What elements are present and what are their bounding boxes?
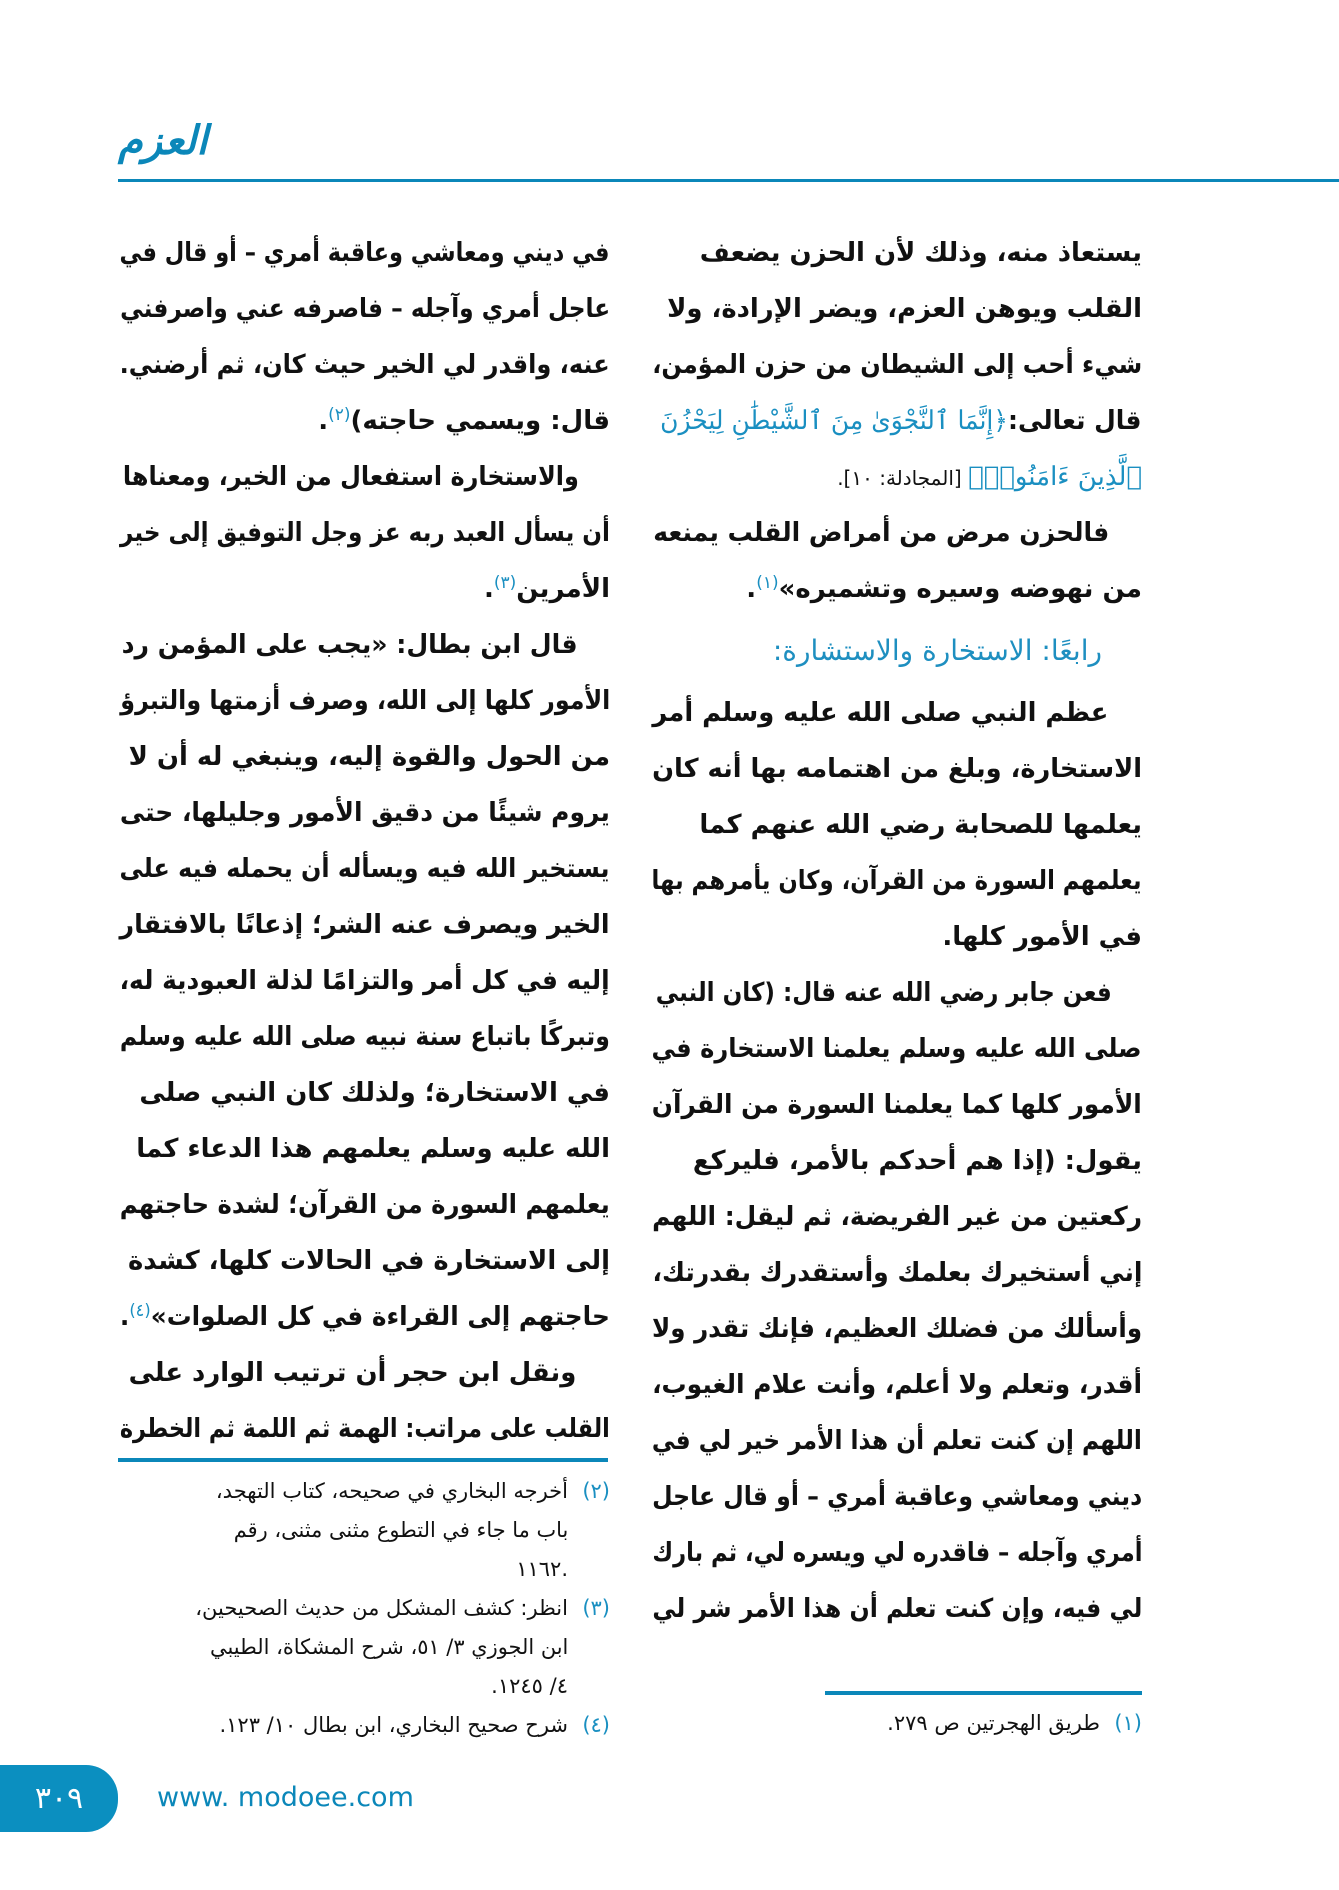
line-text: رابعًا: الاستخارة والاستشارة: (772, 634, 1102, 667)
footnote-number: (٢) (582, 1479, 610, 1503)
line-text: من نهوضه وسيره وتشميره» (778, 574, 1142, 604)
footnote-marker[interactable]: (٤) (129, 1301, 151, 1321)
text-line (650, 1525, 1142, 1581)
footnote-text: ابن الجوزي ٣/ ٥١، شرح المشكاة، الطيبي (209, 1635, 569, 1659)
line-text: لي فيه، وإن كنت تعلم أن هذا الأمر شر لي (652, 1594, 1142, 1624)
line-text: يروم شيئًا من دقيق الأمور وجليلها، حتى (120, 798, 610, 828)
line-text: الأمور كلها كما يعلمنا السورة من القرآن (651, 1090, 1142, 1120)
footnote-line (118, 1511, 610, 1550)
text-line (650, 449, 1142, 505)
line-text: يقول: (إذا هم أحدكم بالأمر، فليركع (692, 1146, 1142, 1176)
line-text: في الأمور كلها. (942, 922, 1142, 952)
section-heading (650, 617, 1142, 685)
line-text: من الحول والقوة إليه، وينبغي له أن لا (128, 742, 610, 772)
quran-verse: ﴿إِنَّمَا ٱلنَّجْوَىٰ مِنَ ٱلشَّيْطَٰنِ لِيَحْزُنَ (660, 406, 1009, 436)
text-line (650, 685, 1142, 741)
line-end: . (120, 1302, 130, 1332)
text-line (118, 1345, 610, 1401)
text-line (118, 617, 610, 673)
line-text: يعلمهم السورة من القرآن، وكان يأمرهم بها (651, 866, 1142, 896)
line-end: . (483, 574, 494, 604)
line-text: قال: ويسمي حاجته) (350, 406, 610, 436)
line-text: أن يسأل العبد ربه عز وجل التوفيق إلى خير (119, 518, 610, 548)
text-line (650, 1077, 1142, 1133)
footnote (118, 1706, 610, 1745)
line-text: الأمور كلها إلى الله، وصرف أزمتها والتبرؤ (119, 686, 610, 716)
line-text: ديني ومعاشي وعاقبة أمري – أو قال عاجل (652, 1482, 1142, 1512)
line-text: اللهم إن كنت تعلم أن هذا الأمر خير لي في (651, 1426, 1142, 1456)
line-text: إني أستخيرك بعلمك وأستقدرك بقدرتك، (651, 1258, 1142, 1288)
text-line (118, 1289, 610, 1345)
text-line (650, 393, 1142, 449)
line-text: الله عليه وسلم يعلمهم هذا الدعاء كما (136, 1134, 610, 1164)
footnotes-left (118, 1472, 610, 1745)
footnote-number: (٤) (582, 1713, 610, 1737)
line-text: وتبركًا باتباع سنة نبيه صلى الله عليه وسلم (120, 1022, 610, 1052)
text-line (650, 1581, 1142, 1637)
text-line (118, 1121, 610, 1177)
text-line (650, 1021, 1142, 1077)
line-text: عنه، واقدر لي الخير حيث كان، ثم أرضني. (119, 350, 610, 380)
line-text: أمري وآجله – فاقدره لي ويسره لي، ثم بارك (651, 1538, 1142, 1568)
footnote-divider-left (118, 1458, 608, 1462)
page-number-badge (0, 1765, 118, 1832)
text-line (118, 393, 610, 449)
line-text: الخير ويصرف عنه الشر؛ إذعانًا بالافتقار (120, 910, 610, 940)
text-line (118, 1401, 610, 1457)
header-divider (118, 179, 1339, 182)
line-text: عاجل أمري وآجله – فاصرفه عني واصرفني (119, 294, 610, 324)
line-text: وأسألك من فضلك العظيم، فإنك تقدر ولا (651, 1314, 1142, 1344)
footnote-text: انظر: كشف المشكل من حديث الصحيحين، (195, 1596, 568, 1620)
footnote-line (118, 1589, 610, 1628)
footnote-divider-right (825, 1691, 1142, 1695)
text-line (650, 1413, 1142, 1469)
text-line (118, 953, 610, 1009)
line-text: يستخير الله فيه ويسأله أن يحمله فيه على (120, 854, 610, 884)
line-text: إليه في كل أمر والتزامًا لذلة العبودية له، (119, 966, 610, 996)
text-line (118, 561, 610, 617)
footnote-marker[interactable]: (٣) (493, 573, 517, 593)
footnote (118, 1472, 610, 1589)
line-text: في ديني ومعاشي وعاقبة أمري – أو قال في (119, 238, 610, 268)
footnote-line (118, 1667, 610, 1706)
text-line (650, 505, 1142, 561)
text-line (118, 1233, 610, 1289)
footnote (118, 1589, 610, 1706)
website-link[interactable]: www. modoee.com (157, 1782, 414, 1813)
footnote (650, 1704, 1142, 1743)
line-text: حاجتهم إلى القراءة في كل الصلوات» (150, 1302, 610, 1332)
text-line (650, 965, 1142, 1021)
line-text: أقدر، وتعلم ولا أعلم، وأنت علام الغيوب، (652, 1370, 1142, 1400)
footnote-text: شرح صحيح البخاري، ابن بطال ١٠/ ١٢٣. (219, 1713, 568, 1737)
text-line (650, 909, 1142, 965)
footnote-marker[interactable]: (٢) (328, 405, 351, 425)
line-text: فالحزن مرض من أمراض القلب يمنعه (653, 518, 1110, 548)
text-line (118, 1065, 610, 1121)
text-line (650, 1133, 1142, 1189)
footnote-text: باب ما جاء في التطوع مثنى مثنى، رقم (233, 1518, 569, 1542)
text-line (650, 1301, 1142, 1357)
footnote-text: .١١٦٢ (516, 1557, 568, 1581)
line-text: ونقل ابن حجر أن ترتيب الوارد على (128, 1358, 577, 1388)
footnote-text: ٤/ ١٢٤٥. (491, 1674, 568, 1698)
line-text: يستعاذ منه، وذلك لأن الحزن يضعف (699, 238, 1142, 268)
line-text: إلى الاستخارة في الحالات كلها، كشدة (127, 1246, 610, 1276)
footnote-marker[interactable]: (١) (756, 573, 779, 593)
line-text: الأمرين (516, 574, 610, 604)
text-line (650, 1357, 1142, 1413)
line-end: . (746, 574, 757, 604)
line-text: الاستخارة، وبلغ من اهتمامه بها أنه كان (652, 754, 1142, 784)
footnote-text: أخرجه البخاري في صحيحه، كتاب التهجد، (215, 1479, 568, 1503)
text-line (650, 853, 1142, 909)
text-line (118, 729, 610, 785)
text-line (118, 505, 610, 561)
text-line (650, 225, 1142, 281)
text-line (118, 1009, 610, 1065)
line-text: قال ابن بطال: «يجب على المؤمن رد (121, 630, 578, 660)
text-line (118, 785, 610, 841)
line-text: القلب ويوهن العزم، ويضر الإرادة، ولا (667, 294, 1142, 324)
right-text-column (650, 225, 1142, 1637)
line-text: فعن جابر رضي الله عنه قال: (كان النبي (655, 978, 1112, 1008)
line-end: . (318, 406, 329, 436)
text-line (118, 449, 610, 505)
line-text: عظم النبي صلى الله عليه وسلم أمر (652, 698, 1109, 728)
text-line (650, 741, 1142, 797)
footnote-line (650, 1704, 1142, 1743)
text-line (118, 1177, 610, 1233)
text-line (118, 337, 610, 393)
line-text: يعلمها للصحابة رضي الله عنهم كما (699, 810, 1142, 840)
text-line (118, 897, 610, 953)
text-line (650, 561, 1142, 617)
text-line (118, 841, 610, 897)
line-text: والاستخارة استفعال من الخير، ومعناها (122, 462, 579, 492)
text-line (650, 1469, 1142, 1525)
footnote-text: طريق الهجرتين ص ٢٧٩. (887, 1711, 1100, 1735)
text-line (650, 281, 1142, 337)
footnotes-right (650, 1704, 1142, 1743)
line-text: في الاستخارة؛ ولذلك كان النبي صلى (139, 1078, 610, 1108)
text-line (650, 1245, 1142, 1301)
line-text: صلى الله عليه وسلم يعلمنا الاستخارة في (651, 1034, 1142, 1064)
line-text: يعلمهم السورة من القرآن؛ لشدة حاجتهم (120, 1190, 610, 1220)
quran-verse: ٱلَّذِينَ ءَامَنُوا۟﴾ (968, 462, 1142, 492)
footnote-line (118, 1706, 610, 1745)
chapter-title: العزم (118, 118, 208, 164)
page-number: ٣٠٩ (34, 1781, 84, 1816)
footnote-number: (١) (1114, 1711, 1142, 1735)
text-line (650, 337, 1142, 393)
line-text: القلب على مراتب: الهمة ثم اللمة ثم الخطرة (119, 1414, 610, 1444)
footnote-line (118, 1472, 610, 1511)
line-text: ركعتين من غير الفريضة، ثم ليقل: اللهم (652, 1202, 1142, 1232)
text-line (650, 1189, 1142, 1245)
verse-reference: [المجادلة: ١٠]. (837, 466, 969, 490)
footnote-line (118, 1550, 610, 1589)
footnote-line (118, 1628, 610, 1667)
line-text: شيء أحب إلى الشيطان من حزن المؤمن، (652, 350, 1142, 380)
text-line (118, 281, 610, 337)
footnote-number: (٣) (582, 1596, 610, 1620)
left-text-column (118, 225, 610, 1457)
line-text: قال تعالى: (1008, 406, 1142, 436)
text-line (118, 225, 610, 281)
text-line (118, 673, 610, 729)
text-line (650, 797, 1142, 853)
